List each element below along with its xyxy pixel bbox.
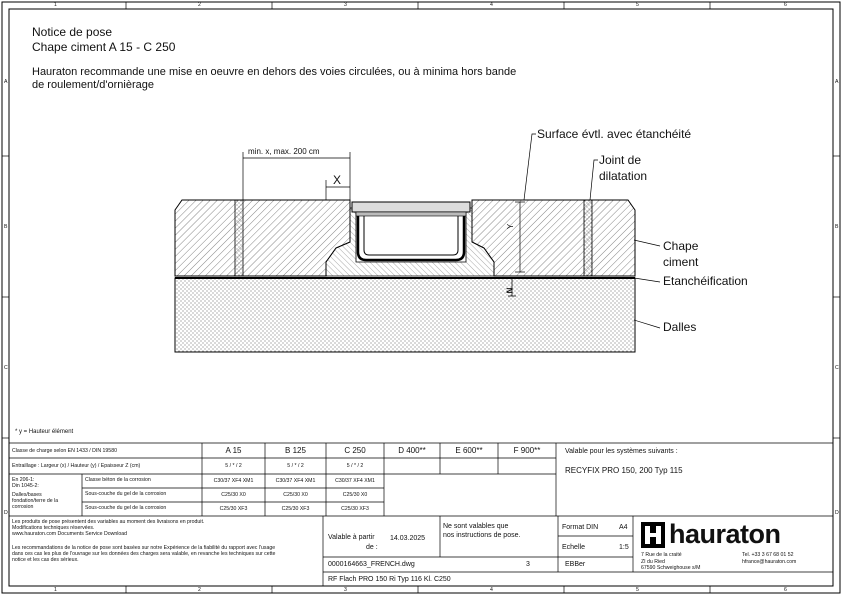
row-label-c: C: [4, 365, 8, 371]
drain-channel: [358, 212, 464, 260]
concrete-class-a15: C30/37 XF4 XM1: [213, 478, 254, 484]
load-class-c250: C 250: [344, 446, 366, 455]
load-class-b125: B 125: [285, 446, 306, 455]
not-valid-line-2: nos instructions de pose.: [443, 532, 521, 539]
address-line-1: 7 Rue de la craité: [641, 552, 682, 558]
col-label-1-bottom: 1: [54, 587, 57, 593]
concrete-class-b125: C30/37 XF4 XM1: [275, 478, 316, 484]
load-class-e600: E 600**: [455, 446, 483, 455]
hauraton-logo-text: hauraton: [669, 519, 781, 549]
jointing-a15: 5 / * / 2: [225, 463, 242, 469]
valid-systems-label: Valable pour les systèmes suivants :: [565, 448, 678, 455]
callout-dalles: Dalles: [663, 320, 697, 334]
recommendation-line-2: de roulement/d'ornièrage: [32, 79, 154, 91]
standard-label-1: En 206-1:: [12, 477, 35, 483]
col-label-1: 1: [54, 2, 57, 8]
concrete-class-label: Classe béton de la corrosion: [85, 477, 151, 483]
callout-chape-line1: Chape: [663, 239, 699, 253]
frost-class-label: Sous-couche du gel de la corrosion: [85, 505, 167, 511]
col-label-2-bottom: 2: [198, 587, 201, 593]
format-label: Format DIN: [562, 524, 599, 531]
load-class-f900: F 900**: [513, 446, 541, 455]
email: hfrance@hauraton.com: [742, 559, 797, 565]
legal-text-2: Modifications techniques réservées.: [12, 525, 95, 531]
col-label-3-bottom: 3: [344, 587, 347, 593]
col-label-4: 4: [490, 2, 493, 8]
frost-class-a15: C25/30 XF3: [219, 506, 248, 512]
page-subtitle: Chape ciment A 15 - C 250: [32, 40, 176, 54]
expansion-joint-left: [235, 200, 243, 276]
dimension-label: min. x, max. 200 cm: [248, 147, 320, 156]
legal-text-4: Les recommandations de la notice de pose sont basées sur notre Expérience de la fiabilité du rapport avec l'usage: [12, 545, 276, 551]
load-class-d400: D 400**: [398, 446, 426, 455]
standard-label-3: Dalles/bases: [12, 492, 42, 498]
x-label: X: [333, 173, 342, 187]
legal-text-6: notice et les cas des sérieux.: [12, 557, 79, 563]
phone: Tel. +33 3 67 68 01 52: [742, 552, 794, 558]
legal-text-5: dans ces cas les plus de l'ouvrage sur les données des charges sera valable, en revanche les techniques sur cette: [12, 551, 276, 557]
address-line-2: ZI du Ried: [641, 559, 665, 565]
row-label-b-right: B: [835, 224, 839, 230]
hauraton-logo-mark: [641, 522, 665, 548]
row-label-d: D: [4, 510, 8, 516]
row-label-a-right: A: [835, 79, 839, 85]
concrete-class-c250: C30/37 XF4 XM1: [335, 478, 375, 484]
callout-surface: Surface évtl. avec étanchéité: [537, 127, 692, 141]
drawing-number: 0000164663_FRENCH.dwg: [328, 561, 415, 568]
col-label-4-bottom: 4: [490, 587, 493, 593]
col-label-6: 6: [784, 2, 787, 8]
y-label: Y: [506, 223, 516, 230]
drain-grate: [352, 202, 470, 212]
valid-from-label-2: de :: [366, 544, 378, 551]
standard-label-2: Din 1045-2:: [12, 483, 39, 489]
callout-etancheification: Etanchéification: [663, 274, 748, 288]
n-label: N: [505, 287, 515, 294]
page-title: Notice de pose: [32, 25, 113, 39]
jointing-b125: 5 / * / 2: [287, 463, 304, 469]
sublayer-class-c250: C25/30 X0: [342, 492, 368, 498]
legal-text-3: www.hauraton.com Documents Service Download: [12, 531, 128, 537]
standard-label-4: fondation/terre de la: [12, 498, 59, 504]
sublayer-class-a15: C25/30 X0: [221, 492, 246, 498]
standard-label-5: corrosion: [12, 504, 34, 510]
jointing-row-label: Entraillage : Largeur (x) / Hauteur (y) / Epaisseur Z (cm): [12, 463, 141, 469]
dalles-layer: [175, 278, 635, 352]
chape-left: [175, 200, 350, 276]
address-line-3: 67590 Schweighouse s/M: [641, 565, 701, 571]
scale-label: Echelle: [562, 544, 585, 551]
col-label-5: 5: [636, 2, 639, 8]
row-label-a: A: [4, 79, 8, 85]
col-label-5-bottom: 5: [636, 587, 639, 593]
valid-from-date: 14.03.2025: [390, 535, 426, 542]
footnote: * y = Hauteur élément: [15, 429, 74, 435]
author: EBBer: [565, 561, 586, 568]
product-name: RF Flach PRO 150 Ri Typ 116 Kl. C250: [328, 576, 451, 583]
scale-value: 1:5: [619, 544, 629, 551]
callout-chape-line2: ciment: [663, 255, 699, 269]
not-valid-line-1: Ne sont valables que: [443, 523, 509, 530]
callout-joint-line2: dilatation: [599, 169, 648, 183]
load-class-row-label: Classe de charge selon EN 1433 / DIN 19580: [12, 448, 117, 454]
sublayer-class-b125: C25/30 X0: [283, 492, 308, 498]
recommendation-line-1: Hauraton recommande une mise en oeuvre en dehors des voies circulées, ou à minima hors bande: [32, 66, 517, 78]
load-class-a15: A 15: [225, 446, 242, 455]
col-label-3: 3: [344, 2, 347, 8]
valid-from-label-1: Valable à partir: [328, 534, 375, 541]
col-label-6-bottom: 6: [784, 587, 787, 593]
expansion-joint-right: [584, 200, 592, 276]
frost-class-c250: C25/30 XF3: [341, 506, 369, 512]
sublayer-class-label: Sous-couche du gel de la corrosion: [85, 491, 167, 497]
sheet-number: 3: [526, 561, 530, 568]
frost-class-b125: C25/30 XF3: [281, 506, 310, 512]
jointing-c250: 5 / * / 2: [346, 463, 364, 469]
row-label-c-right: C: [835, 365, 839, 371]
valid-systems-value: RECYFIX PRO 150, 200 Typ 115: [565, 466, 683, 475]
row-label-d-right: D: [835, 510, 839, 516]
row-label-b: B: [4, 224, 8, 230]
chape-right: [472, 200, 635, 276]
legal-text-1: Les produits de pose présentent des variables au moment des livraisons en produit.: [12, 519, 205, 525]
col-label-2: 2: [198, 2, 201, 8]
format-value: A4: [619, 524, 628, 531]
callout-joint-line1: Joint de: [599, 153, 642, 167]
